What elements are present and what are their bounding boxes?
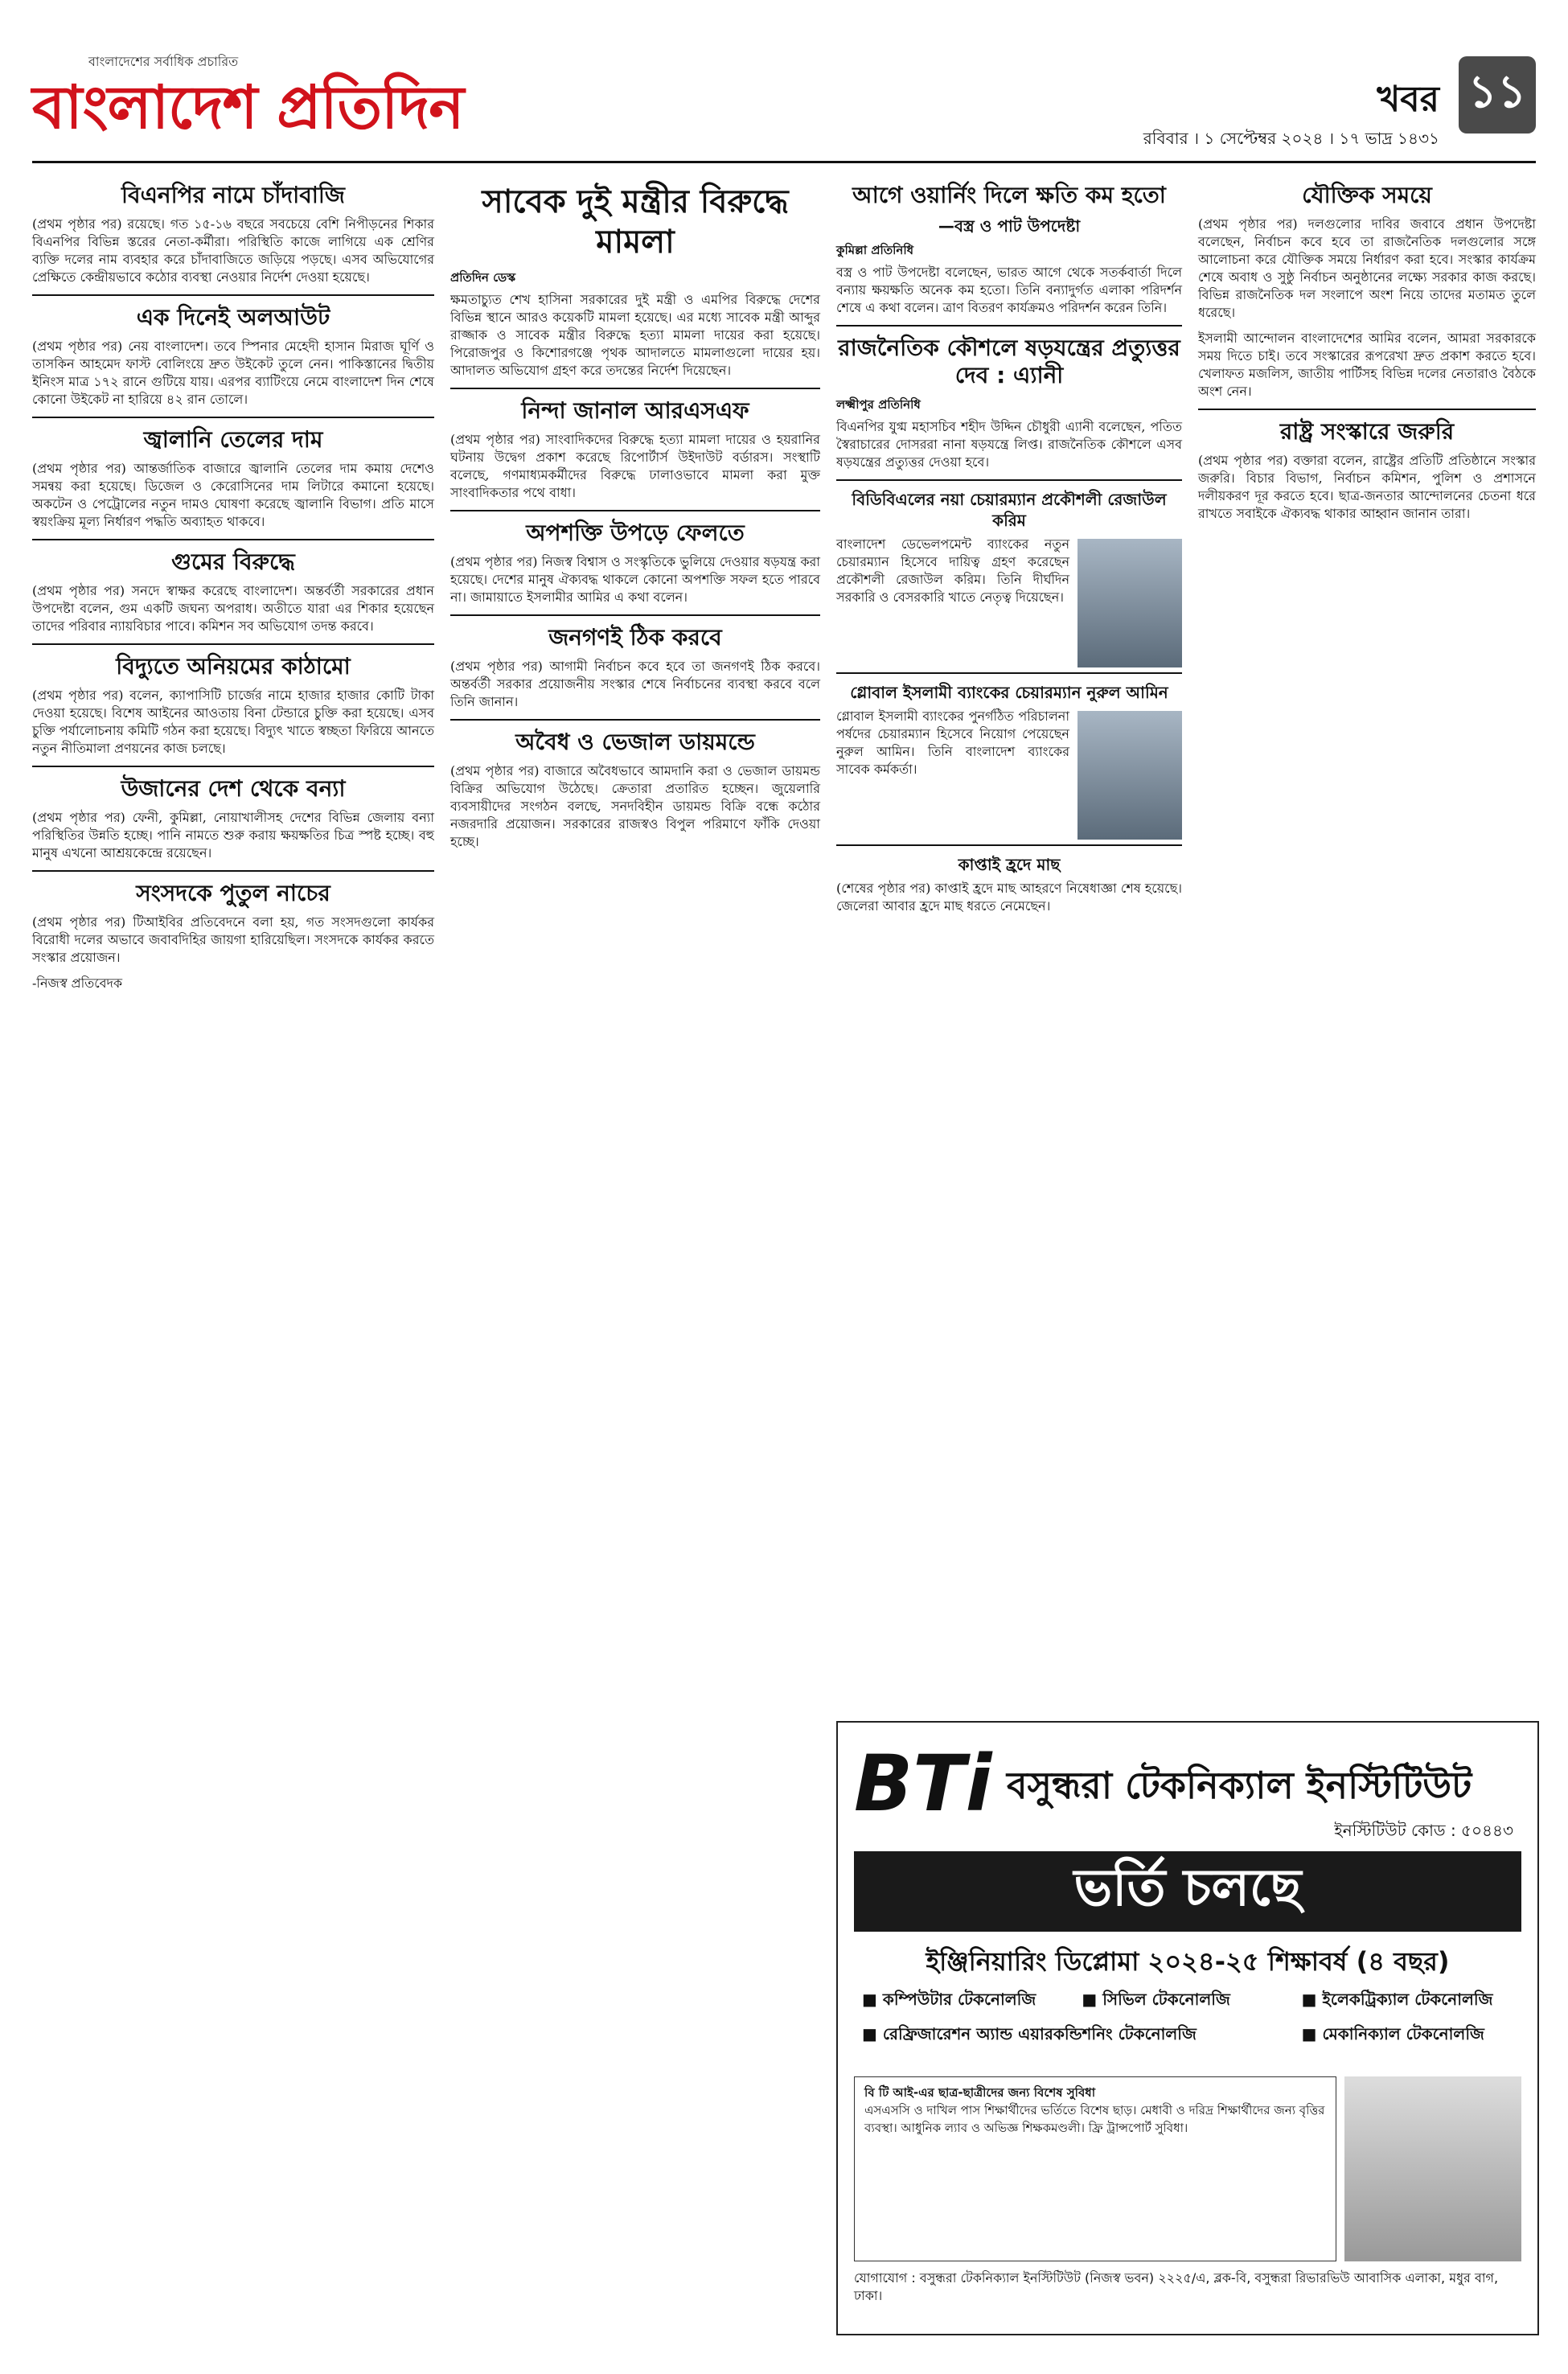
headline: গ্লোবাল ইসলামী ব্যাংকের চেয়ারম্যান নুরুল আমিন bbox=[850, 683, 1168, 702]
article-body: (প্রথম পৃষ্ঠার পর) বলেন, ক্যাপাসিটি চার্জের নামে হাজার হাজার কোটি টাকা দেওয়া হয়েছে। বিশেষ আইনের আওতায় বিনা টেন্ডারে চুক্তি করা হয়েছে। এসব চুক্তি পর্যালোচনায় কমিটি গঠন করা হয়েছে। বিদ্যুৎ খাতে স্বচ্ছতা ফিরিয়ে আনতে নতুন নীতিমালা প্রণয়নের কাজ চলছে। bbox=[32, 688, 434, 756]
ad-title: বসুন্ধরা টেকনিক্যাল ইনস্টিটিউট bbox=[1007, 1764, 1472, 1807]
article-body: (প্রথম পৃষ্ঠার পর) ফেনী, কুমিল্লা, নোয়াখালীসহ দেশের বিভিন্ন জেলায় বন্যা পরিস্থিতির উন্নতি হচ্ছে। পানি নামতে শুরু করায় ক্ষয়ক্ষতির চিত্র স্পষ্ট হচ্ছে। বহু মানুষ এখনো আশ্রয়কেন্দ্রে রয়েছেন। bbox=[32, 810, 434, 860]
ad-benefits-text: এসএসসি ও দাখিল পাস শিক্ষার্থীদের ভর্তিতে বিশেষ ছাড়। মেধাবী ও দরিদ্র শিক্ষার্থীদের জন্য বৃত্তির ব্যবস্থা। আধুনিক ল্যাব ও অভিজ্ঞ শিক্ষকমণ্ডলী। ফ্রি ট্রান্সপোর্ট সুবিধা। bbox=[864, 2103, 1325, 2135]
column-3 bbox=[836, 177, 1182, 923]
ad-benefits-title: বি টি আই-এর ছাত্র-ছাত্রীদের জন্য বিশেষ সুবিধা bbox=[864, 2085, 1096, 2100]
headline: অপশক্তি উপড়ে ফেলতে bbox=[526, 520, 745, 546]
headline: নিন্দা জানাল আরএসএফ bbox=[521, 397, 749, 424]
page-number: ১১ bbox=[1459, 56, 1536, 133]
headline: অবৈধ ও ভেজাল ডায়মন্ডে bbox=[515, 729, 755, 755]
article-body: (শেষের পৃষ্ঠার পর) কাপ্তাই হ্রদে মাছ আহরণে নিষেধাজ্ঞা শেষ হয়েছে। জেলেরা আবার হ্রদে মাছ ধরতে নেমেছেন। bbox=[836, 881, 1182, 914]
article-body: (প্রথম পৃষ্ঠার পর) সনদে স্বাক্ষর করেছে বাংলাদেশ। অন্তর্বর্তী সরকারের প্রধান উপদেষ্টা বলেন, গুম একটি জঘন্য অপরাধ। অতীতে যারা এর শিকার হয়েছেন তাদের পরিবার ন্যায়বিচার পাবে। কমিশন সব অভিযোগ তদন্ত করবে। bbox=[32, 583, 434, 634]
course-item: ■ মেকানিক্যাল টেকনোলজি bbox=[1302, 2023, 1521, 2049]
headline: কাপ্তাই হ্রদে মাছ bbox=[958, 855, 1061, 874]
article-body: (প্রথম পৃষ্ঠার পর) নেয় বাংলাদেশ। তবে স্পিনার মেহেদী হাসান মিরাজ ঘূর্ণি ও তাসকিন আহমেদ ফাস্ট বোলিংয়ে দ্রুত উইকেট তুলে নেন। পাকিস্তানের দ্বিতীয় ইনিংস মাত্র ১৭২ রানে গুটিয়ে যায়। এরপর ব্যাটিংয়ে নেমে বাংলাদেশ দিন শেষে কোনো উইকেট না হারিয়ে ৪২ রান তোলে। bbox=[32, 339, 434, 407]
article-body: বাংলাদেশ ডেভেলপমেন্ট ব্যাংকের নতুন চেয়ারম্যান হিসেবে দায়িত্ব গ্রহণ করেছেন প্রকৌশলী রেজাউল করিম। তিনি দীর্ঘদিন সরকারি ও বেসরকারি খাতে নেতৃত্ব দিয়েছেন। bbox=[836, 536, 1069, 605]
article-body: (প্রথম পৃষ্ঠার পর) বাজারে অবৈধভাবে আমদানি করা ও ভেজাল ডায়মন্ড বিক্রির অভিযোগ উঠেছে। ক্রেতারা প্রতারিত হচ্ছেন। জুয়েলারি ব্যবসায়ীদের সংগঠন বলছে, সনদবিহীন ডায়মন্ড বিক্রি বন্ধে কঠোর নজরদারি প্রয়োজন। সরকারের রাজস্বও বিপুল পরিমাণে ফাঁকি দেওয়া হচ্ছে। bbox=[450, 763, 820, 849]
ad-subtitle: ইঞ্জিনিয়ারিং ডিপ্লোমা ২০২৪-২৫ শিক্ষাবর্ষ (৪ বছর) bbox=[926, 1946, 1450, 1977]
ad-building-photo bbox=[1344, 2076, 1521, 2261]
headline: এক দিনেই অলআউট bbox=[136, 304, 330, 331]
ad-courses bbox=[862, 1988, 1521, 2049]
article-body: ইসলামী আন্দোলন বাংলাদেশের আমির বলেন, আমরা সরকারকে সময় দিতে চাই। তবে সংস্কারের রূপরেখা দ্রুত প্রকাশ করতে হবে। খেলাফত মজলিস, জাতীয় পার্টিসহ বিভিন্ন দলের নেতারাও বৈঠকে অংশ নেন। bbox=[1198, 331, 1536, 399]
article-body: (প্রথম পৃষ্ঠার পর) নিজস্ব বিশ্বাস ও সংস্কৃতিকে ভুলিয়ে দেওয়ার ষড়যন্ত্র করা হয়েছে। দেশের মানুষ ঐক্যবদ্ধ থাকলে কোনো অপশক্তি সফল হতে পারবে না। জামায়াতে ইসলামীর আমির এ কথা বলেন। bbox=[450, 554, 820, 605]
byline: কুমিল্লা প্রতিনিধি bbox=[836, 243, 914, 257]
article-body: (প্রথম পৃষ্ঠার পর) দলগুলোর দাবির জবাবে প্রধান উপদেষ্টা বলেছেন, নির্বাচন কবে হবে তা রাজনৈতিক দলগুলোর সঙ্গে আলোচনা করে যৌক্তিক সময়ে নির্ধারণ করা হবে। সংস্কার কার্যক্রম শেষে অবাধ ও সুষ্ঠু নির্বাচন অনুষ্ঠানের লক্ষ্যে সরকার কাজ করছে। বিভিন্ন রাজনৈতিক দল সংলাপে অংশ নিয়ে তাদের মতামত তুলে ধরেছে। bbox=[1198, 216, 1536, 320]
article-body: (প্রথম পৃষ্ঠার পর) আগামী নির্বাচন কবে হবে তা জনগণই ঠিক করবে। অন্তর্বর্তী সরকার প্রয়োজনীয় সংস্কার শেষে নির্বাচনের ব্যবস্থা করবে বলে তিনি জানান। bbox=[450, 659, 820, 709]
subheadline: —বস্ত্র ও পাট উপদেষ্টা bbox=[938, 216, 1081, 236]
ad-code: ইনস্টিটিউট কোড : ৫০৪৪৩ bbox=[1334, 1821, 1513, 1840]
article-body: (প্রথম পৃষ্ঠার পর) আন্তর্জাতিক বাজারে জ্বালানি তেলের দাম কমায় দেশেও সমন্বয় করা হয়েছে। ডিজেল ও কেরোসিনের দাম লিটারে কমানো হয়েছে। অকটেন ও পেট্রোলের নতুন দামও ঘোষণা করেছে জ্বালানি বিভাগ। প্রতি মাসে স্বয়ংক্রিয় মূল্য নির্ধারণ পদ্ধতি অব্যাহত থাকবে। bbox=[32, 461, 434, 529]
headline: বিএনপির নামে চাঁদাবাজি bbox=[121, 182, 345, 208]
headline: রাজনৈতিক কৌশলে ষড়যন্ত্রের প্রত্যুত্তর দেব : এ্যানী bbox=[838, 335, 1180, 388]
article-body: বস্ত্র ও পাট উপদেষ্টা বলেছেন, ভারত আগে থেকে সতর্কবার্তা দিলে বন্যায় ক্ষয়ক্ষতি অনেক কম হতো। তিনি বন্যাদুর্গত এলাকা পরিদর্শন শেষে এ কথা বলেন। ত্রাণ বিতরণ কার্যক্রমও পরিদর্শন করেন তিনি। bbox=[836, 265, 1182, 315]
article-body: গ্লোবাল ইসলামী ব্যাংকের পুনর্গঠিত পরিচালনা পর্ষদের চেয়ারম্যান হিসেবে নিয়োগ পেয়েছেন নুরুল আমিন। তিনি বাংলাদেশ ব্যাংকের সাবেক কর্মকর্তা। bbox=[836, 709, 1069, 777]
portrait-photo bbox=[1077, 539, 1182, 667]
article-body: (প্রথম পৃষ্ঠার পর) টিআইবির প্রতিবেদনে বলা হয়, গত সংসদগুলো কার্যকর বিরোধী দলের অভাবে জবাবদিহির জায়গা হারিয়েছিল। সংসদকে কার্যকর করতে সংস্কার প্রয়োজন। bbox=[32, 914, 434, 965]
headline: গুমের বিরুদ্ধে bbox=[171, 548, 295, 575]
lead-headline: সাবেক দুই মন্ত্রীর বিরুদ্ধে মামলা bbox=[482, 183, 789, 261]
dateline: রবিবার । ১ সেপ্টেম্বর ২০২৪ । ১৭ ভাদ্র ১৪৩১ bbox=[1143, 129, 1439, 148]
byline: প্রতিদিন ডেস্ক bbox=[450, 270, 516, 285]
advertisement[interactable] bbox=[836, 1721, 1539, 2335]
credit: -নিজস্ব প্রতিবেদক bbox=[32, 975, 123, 991]
section-title: খবর bbox=[1377, 79, 1439, 120]
byline: লক্ষ্মীপুর প্রতিনিধি bbox=[836, 397, 921, 412]
headline: বিডিবিএলের নয়া চেয়ারম্যান প্রকৌশলী রেজাউল করিম bbox=[852, 490, 1167, 530]
headline: সংসদকে পুতুল নাচের bbox=[136, 880, 330, 906]
ad-logo: BTi bbox=[854, 1739, 992, 1829]
headline: উজানের দেশ থেকে বন্যা bbox=[121, 775, 346, 802]
course-item: ■ ইলেকট্রিক্যাল টেকনোলজি bbox=[1302, 1988, 1521, 2015]
article-body: (প্রথম পৃষ্ঠার পর) সাংবাদিকদের বিরুদ্ধে হত্যা মামলা দায়ের ও হয়রানির ঘটনায় উদ্বেগ প্রকাশ করেছে রিপোর্টার্স উইদাউট বর্ডারস। সংস্থাটি বলেছে, গণমাধ্যমকর্মীদের বিরুদ্ধে ঢালাওভাবে মামলা করা মুক্ত সাংবাদিকতার পথে বাধা। bbox=[450, 432, 820, 500]
course-item: ■ রেফ্রিজারেশন অ্যান্ড এয়ারকন্ডিশনিং টেকনোলজি bbox=[862, 2023, 1302, 2049]
column-4 bbox=[1198, 177, 1536, 531]
column-1 bbox=[32, 177, 434, 1000]
course-item: ■ সিভিল টেকনোলজি bbox=[1082, 1988, 1301, 2015]
ad-benefits bbox=[854, 2076, 1336, 2261]
headline: আগে ওয়ার্নিং দিলে ক্ষতি কম হতো bbox=[852, 182, 1166, 208]
headline: বিদ্যুতে অনিয়মের কাঠামো bbox=[116, 653, 351, 680]
headline: রাষ্ট্র সংস্কারে জরুরি bbox=[1279, 418, 1455, 445]
article-body: (প্রথম পৃষ্ঠার পর) বক্তারা বলেন, রাষ্ট্রের প্রতিটি প্রতিষ্ঠানে সংস্কার জরুরি। বিচার বিভাগ, নির্বাচন কমিশন, পুলিশ ও প্রশাসনে দলীয়করণ দূর করতে হবে। ছাত্র-জনতার আন্দোলনের চেতনা ধরে রাখতে সবাইকে ঐক্যবদ্ধ থাকার আহ্বান জানান তারা। bbox=[1198, 453, 1536, 521]
ad-contact: যোগাযোগ : বসুন্ধরা টেকনিক্যাল ইনস্টিটিউট (নিজস্ব ভবন) ২২২৫/এ, ব্লক-বি, বসুন্ধরা রিভারভিউ আবাসিক এলাকা, মধুর বাগ, ঢাকা। bbox=[854, 2270, 1499, 2303]
article-body: ক্ষমতাচ্যুত শেখ হাসিনা সরকারের দুই মন্ত্রী ও এমপির বিরুদ্ধে দেশের বিভিন্ন স্থানে আরও কয়েকটি মামলা হয়েছে। এর মধ্যে সাবেক মন্ত্রী আব্দুর রাজ্জাক ও সাবেক মন্ত্রীর বিরুদ্ধে হত্যা মামলা দায়ের করা হয়েছে। পিরোজপুর ও কিশোরগঞ্জে পৃথক আদালতে মামলাগুলো দায়ের হয়। আদালত অভিযোগ গ্রহণ করে তদন্তের নির্দেশ দিয়েছেন। bbox=[450, 292, 820, 378]
course-item: ■ কম্পিউটার টেকনোলজি bbox=[862, 1988, 1082, 2015]
column-2 bbox=[450, 177, 820, 859]
headline: জ্বালানি তেলের দাম bbox=[143, 426, 323, 453]
article-body: বিএনপির যুগ্ম মহাসচিব শহীদ উদ্দিন চৌধুরী এ্যানী বলেছেন, পতিত স্বৈরাচারের দোসররা নানা ষড়যন্ত্রে লিপ্ত। রাজনৈতিক কৌশলে এসব ষড়যন্ত্রের প্রত্যুত্তর দেওয়া হবে। bbox=[836, 419, 1182, 470]
masthead bbox=[32, 48, 1536, 163]
tagline: বাংলাদেশের সর্বাধিক প্রচারিত bbox=[88, 54, 239, 69]
headline: জনগণই ঠিক করবে bbox=[548, 624, 722, 651]
ad-banner: ভর্তি চলছে bbox=[854, 1851, 1521, 1932]
newspaper-logo[interactable]: বাংলাদেশ প্রতিদিন bbox=[32, 73, 464, 142]
portrait-photo bbox=[1077, 711, 1182, 840]
headline: যৌক্তিক সময়ে bbox=[1302, 182, 1432, 208]
article-body: (প্রথম পৃষ্ঠার পর) রয়েছে। গত ১৫-১৬ বছরে সবচেয়ে বেশি নিপীড়নের শিকার বিএনপির বিভিন্ন স্তরের নেতা-কর্মীরা। পরিস্থিতি কাজে লাগিয়ে এক শ্রেণির ব্যক্তি দলের নাম ব্যবহার করে চাঁদাবাজিতে জড়িয়ে পড়ছে। এসব অভিযোগের প্রেক্ষিতে কেন্দ্রীয়ভাবে কঠোর ব্যবস্থা নেওয়ার নির্দেশ দেওয়া হয়েছে। bbox=[32, 216, 434, 285]
newspaper-page bbox=[32, 48, 1536, 2348]
